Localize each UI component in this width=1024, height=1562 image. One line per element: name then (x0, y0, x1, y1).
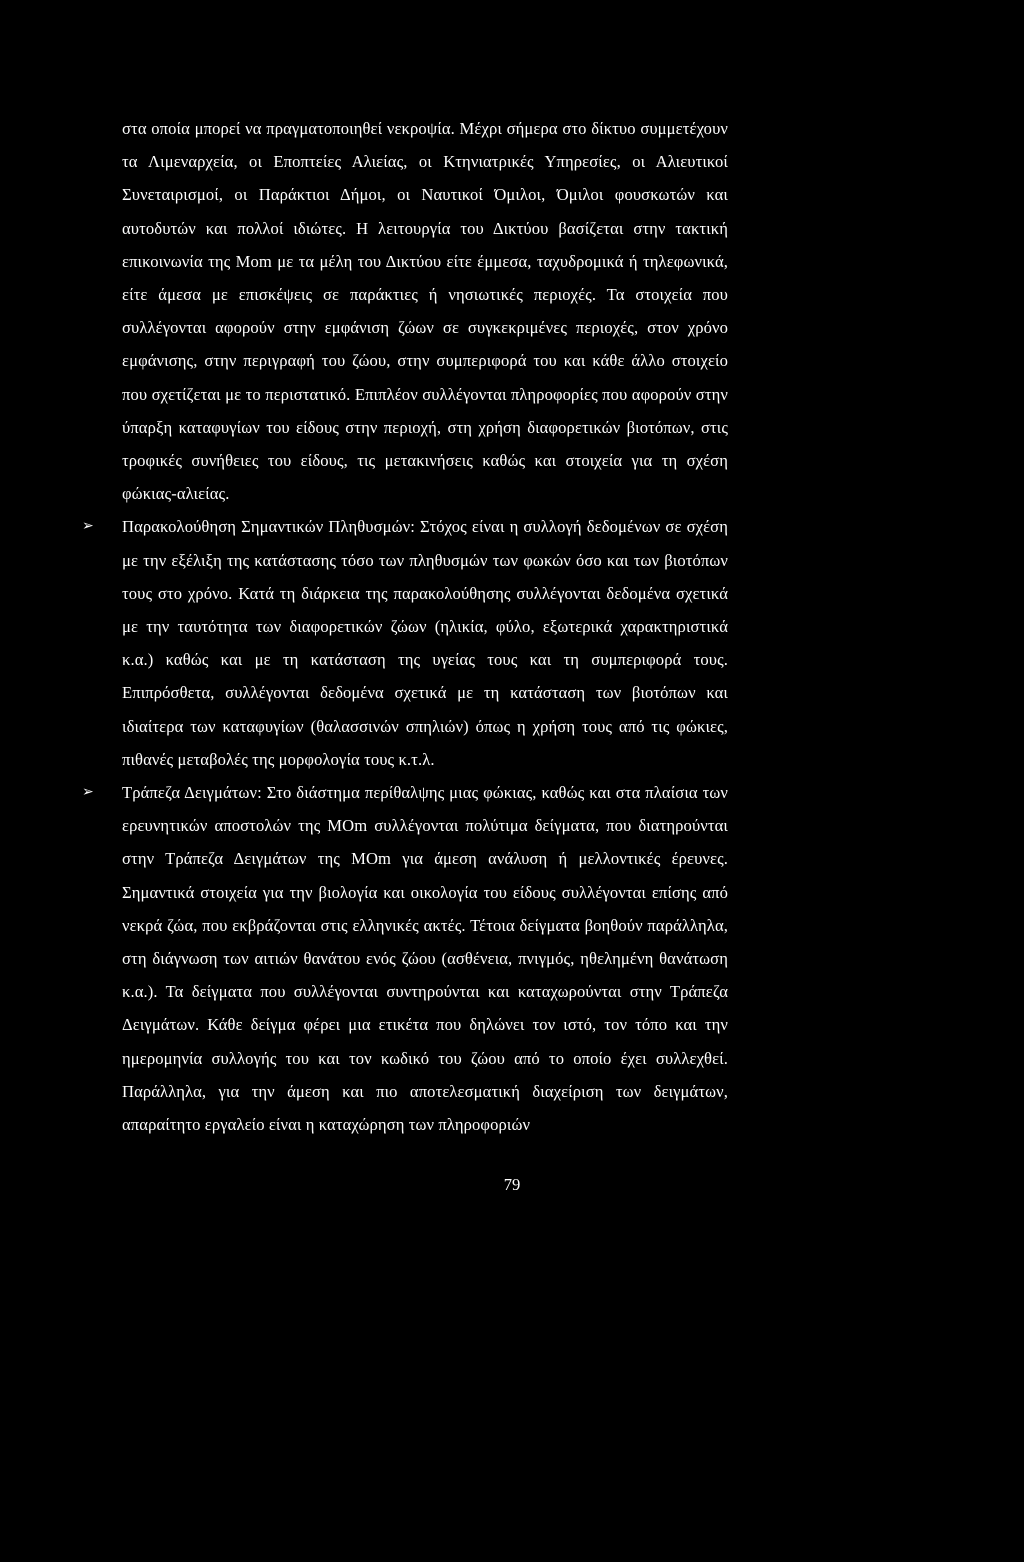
intro-paragraph: στα οποία μπορεί να πραγματοποιηθεί νεκροψία. Μέχρι σήμερα στο δίκτυο συμμετέχουν τα Λιμεναρχεία, οι Εποπτείες Αλιείας, οι Κτηνιατρικές Υπηρεσίες, οι Αλιευτικοί Συνεταιρισμοί, οι Παράκτιοι Δήμοι, οι Ναυτικοί Όμιλοι, Όμιλοι φουσκωτών και αυτοδυτών και πολλοί ιδιώτες. Η λειτουργία του Δικτύου βασίζεται στην τακτική επικοινωνία της Mom με τα μέλη του Δικτύου είτε έμμεσα, ταχυδρομικά ή τηλεφωνικά, είτε άμεσα με επισκέψεις σε παράκτιες ή νησιωτικές περιοχές. Τα στοιχεία που συλλέγονται αφορούν στην εμφάνιση ζώων σε συγκεκριμένες περιοχές, στον χρόνο εμφάνισης, στην περιγραφή του ζώου, στην συμπεριφορά του και κάθε άλλο στοιχείο που σχετίζεται με το περιστατικό. Επιπλέον συλλέγονται πληροφορίες που αφορούν στην ύπαρξη καταφυγίων του είδους στην περιοχή, στη χρήση διαφορετικών βιοτόπων, στις τροφικές συνήθειες του είδους, τις μετακινήσεις καθώς και στοιχεία για τη σχέση φώκιας-αλιείας. (122, 119, 728, 504)
bullet-text-sample-bank: Τράπεζα Δειγμάτων: Στο διάστημα περίθαλψης μιας φώκιας, καθώς και στα πλαίσια των ερευνητικών αποστολών της MOm συλλέγονται πολύτιμα δείγματα, που διατηρούνται στην Τράπεζα Δειγμάτων της MOm για άμεση ανάλυση ή μελλοντικές έρευνες. Σημαντικά στοιχεία για την βιολογία και οικολογία του είδους συλλέγονται επίσης από νεκρά ζώα, που εκβράζονται στις ελληνικές ακτές. Τέτοια δείγματα βοηθούν παράλληλα, στη διάγνωση των αιτιών θανάτου ενός ζώου (ασθένεια, πνιγμός, ηθελημένη θανάτωση κ.α.). Τα δείγματα που συλλέγονται συντηρούνται και καταχωρούνται στην Τράπεζα Δειγμάτων. Κάθε δείγμα φέρει μια ετικέτα που δηλώνει τον ιστό, τον τόπο και την ημερομηνία συλλογής του και τον κωδικό του ζώου από το οποίο έχει συλλεχθεί. Παράλληλα, για την άμεση και πιο αποτελεσματική διαχείριση των δειγμάτων, απαραίτητο εργαλείο είναι η καταχώρηση των πληροφοριών (122, 783, 728, 1135)
arrow-bullet-icon: ➢ (82, 784, 94, 801)
body-text (82, 112, 728, 1141)
bullet-item-sample-bank (82, 776, 728, 1141)
bullet-item-population-monitoring (82, 510, 728, 776)
page-number: 79 (503, 1175, 521, 1194)
arrow-bullet-icon: ➢ (82, 518, 94, 535)
bullet-text-population-monitoring: Παρακολούθηση Σημαντικών Πληθυσμών: Στόχος είναι η συλλογή δεδομένων σε σχέση με την εξέλιξη της κατάστασης τόσο των πληθυσμών των φωκών όσο και των βιοτόπων τους στο χρόνο. Κατά τη διάρκεια της παρακολούθησης συλλέγονται δεδομένα σχετικά με την ταυτότητα των διαφορετικών ζώων (ηλικία, φύλο, εξωτερικά χαρακτηριστικά κ.α.) καθώς και με τη κατάσταση της υγείας τους και τη συμπεριφορά τους. Επιπρόσθετα, συλλέγονται δεδομένα σχετικά με τη κατάσταση των βιοτόπων και ιδιαίτερα των καταφυγίων (θαλασσινών σπηλιών) όπως η χρήση τους από τις φώκιες, πιθανές μεταβολές της μορφολογία τους κ.τ.λ. (122, 517, 728, 769)
